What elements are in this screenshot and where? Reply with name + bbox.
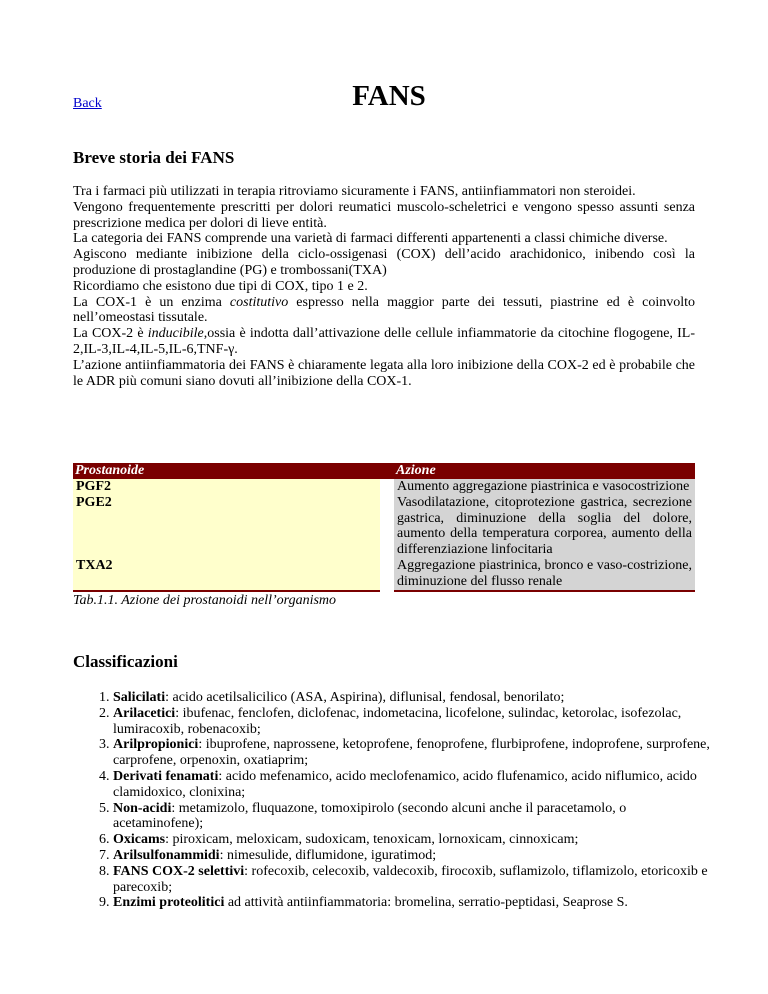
class-term: Enzimi proteolitici	[113, 895, 225, 911]
class-desc: : metamizolo, fluquazone, tomoxipirolo (secondo alcuni anche il paracetamolo, o acetaminofene);	[113, 800, 627, 832]
class-term: Salicilati	[113, 690, 166, 705]
class-term: Arilacetici	[113, 705, 176, 721]
class-term: Non-acidi	[113, 800, 172, 816]
list-item	[113, 832, 713, 848]
list-item	[113, 848, 713, 864]
prostanoid-name: PGE2	[73, 495, 387, 558]
prostanoid-table-block	[73, 463, 695, 609]
table-row	[73, 479, 695, 495]
list-item	[113, 706, 713, 738]
table-row	[73, 495, 695, 558]
class-term: FANS COX-2 selettivi	[113, 863, 245, 879]
emphasis: costitutivo	[229, 294, 289, 310]
header-prostanoide: Prostanoide	[73, 463, 387, 479]
class-desc: : piroxicam, meloxicam, sudoxicam, tenoxicam, lornoxicam, cinnoxicam;	[165, 832, 579, 848]
class-desc: : acido acetilsalicilico (ASA, Aspirina), diflunisal, fendosal, benorilato;	[165, 690, 565, 705]
list-item	[113, 769, 713, 801]
class-term: Oxicams	[113, 832, 166, 848]
class-term: Arilpropionici	[113, 737, 199, 753]
back-link[interactable]: Back	[73, 96, 102, 111]
table-header-row	[73, 463, 695, 479]
list-item	[113, 690, 713, 706]
paragraph: Tra i farmaci più utilizzati in terapia ritroviamo sicuramente i FANS, antiinfiammatori non steroidei.	[73, 184, 636, 199]
table-caption: Tab.1.1. Azione dei prostanoidi nell’organismo	[73, 592, 337, 608]
prostanoid-table	[73, 463, 695, 592]
class-term: Arilsulfonammidi	[113, 847, 220, 863]
class-desc: : ibufenac, fenclofen, diclofenac, indometacina, licofelone, sulindac, ketorolac, isofezolac, lumiracoxib, robenacoxib;	[113, 705, 682, 737]
intro-text	[73, 184, 695, 389]
list-item	[113, 895, 713, 911]
paragraph: Vengono frequentemente prescritti per dolori reumatici muscolo-scheletrici e vengono spesso assunti senza prescrizione medica per dolori di lieve entità.	[73, 199, 695, 231]
header-azione: Azione	[387, 463, 695, 479]
text-span: ,ossia è indotta dall’attivazione delle cellule infiammatorie da citochine flogogene, IL-2,IL-3,IL-4,IL-5,IL-6,TNF-γ.	[73, 326, 695, 357]
paragraph	[73, 326, 695, 358]
prostanoid-action: Aumento aggregazione piastrinica e vasocostrizione	[387, 479, 695, 495]
prostanoid-action: Vasodilatazione, citoprotezione gastrica, secrezione gastrica, diminuzione della soglia del dolore, aumento della temperatura corporea, aumento della differenziazione linfocitaria	[387, 495, 695, 558]
prostanoid-name: PGF2	[73, 479, 387, 495]
class-desc: : nimesulide, diflumidone, iguratimod;	[219, 847, 437, 863]
paragraph: La categoria dei FANS comprende una varietà di farmaci differenti appartenenti a classi chimiche diverse.	[73, 231, 668, 247]
class-desc: ad attività antiinfiammatoria: bromelina, serratio-peptidasi, Seaprose S.	[224, 895, 628, 911]
prostanoid-action: Aggregazione piastrinica, bronco e vaso-costrizione, diminuzione del flusso renale	[387, 558, 695, 591]
class-desc: : acido mefenamico, acido meclofenamico, acido flufenamico, acido niflumico, acido clamidoxico, clonixina;	[113, 768, 697, 800]
list-item	[113, 801, 713, 833]
paragraph: Ricordiamo che esistono due tipi di COX, tipo 1 e 2.	[73, 278, 368, 294]
text-span: espresso nella maggior parte dei tessuti, piastrine ed è coinvolto nell’omeostasi tissutale.	[73, 294, 695, 326]
list-item	[113, 737, 713, 769]
table-row	[73, 558, 695, 591]
paragraph: Agiscono mediante inibizione della ciclo-ossigenasi (COX) dell’acido arachidonico, inibendo così la produzione di prostaglandine (PG) e trombossani(TXA)	[73, 247, 695, 278]
class-term: Derivati fenamati	[113, 768, 219, 784]
emphasis: inducibile	[147, 326, 204, 342]
text-span: La COX-2 è	[73, 326, 148, 342]
class-desc: : ibuprofene, naprossene, ketoprofene, fenoprofene, flurbiprofene, indoprofene, surprofene, carprofene, orpenoxin, oxatiaprim;	[113, 737, 710, 769]
text-span: La COX-1 è un enzima	[73, 294, 230, 310]
prostanoid-name: TXA2	[73, 558, 387, 591]
page-title: FANS	[352, 80, 426, 112]
paragraph	[73, 295, 695, 327]
section-heading-classifications: Classificazioni	[73, 652, 178, 671]
section-heading-history: Breve storia dei FANS	[73, 148, 235, 167]
classification-list	[73, 690, 713, 911]
list-item	[113, 864, 713, 896]
paragraph: L’azione antiinfiammatoria dei FANS è chiaramente legata alla loro inibizione della COX-2 ed è probabile che le ADR più comuni siano dovuti all’inibizione della COX-1.	[73, 357, 695, 389]
class-desc: : rofecoxib, celecoxib, valdecoxib, firocoxib, suflamizolo, tiflamizolo, etoricoxib e parecoxib;	[113, 863, 708, 895]
